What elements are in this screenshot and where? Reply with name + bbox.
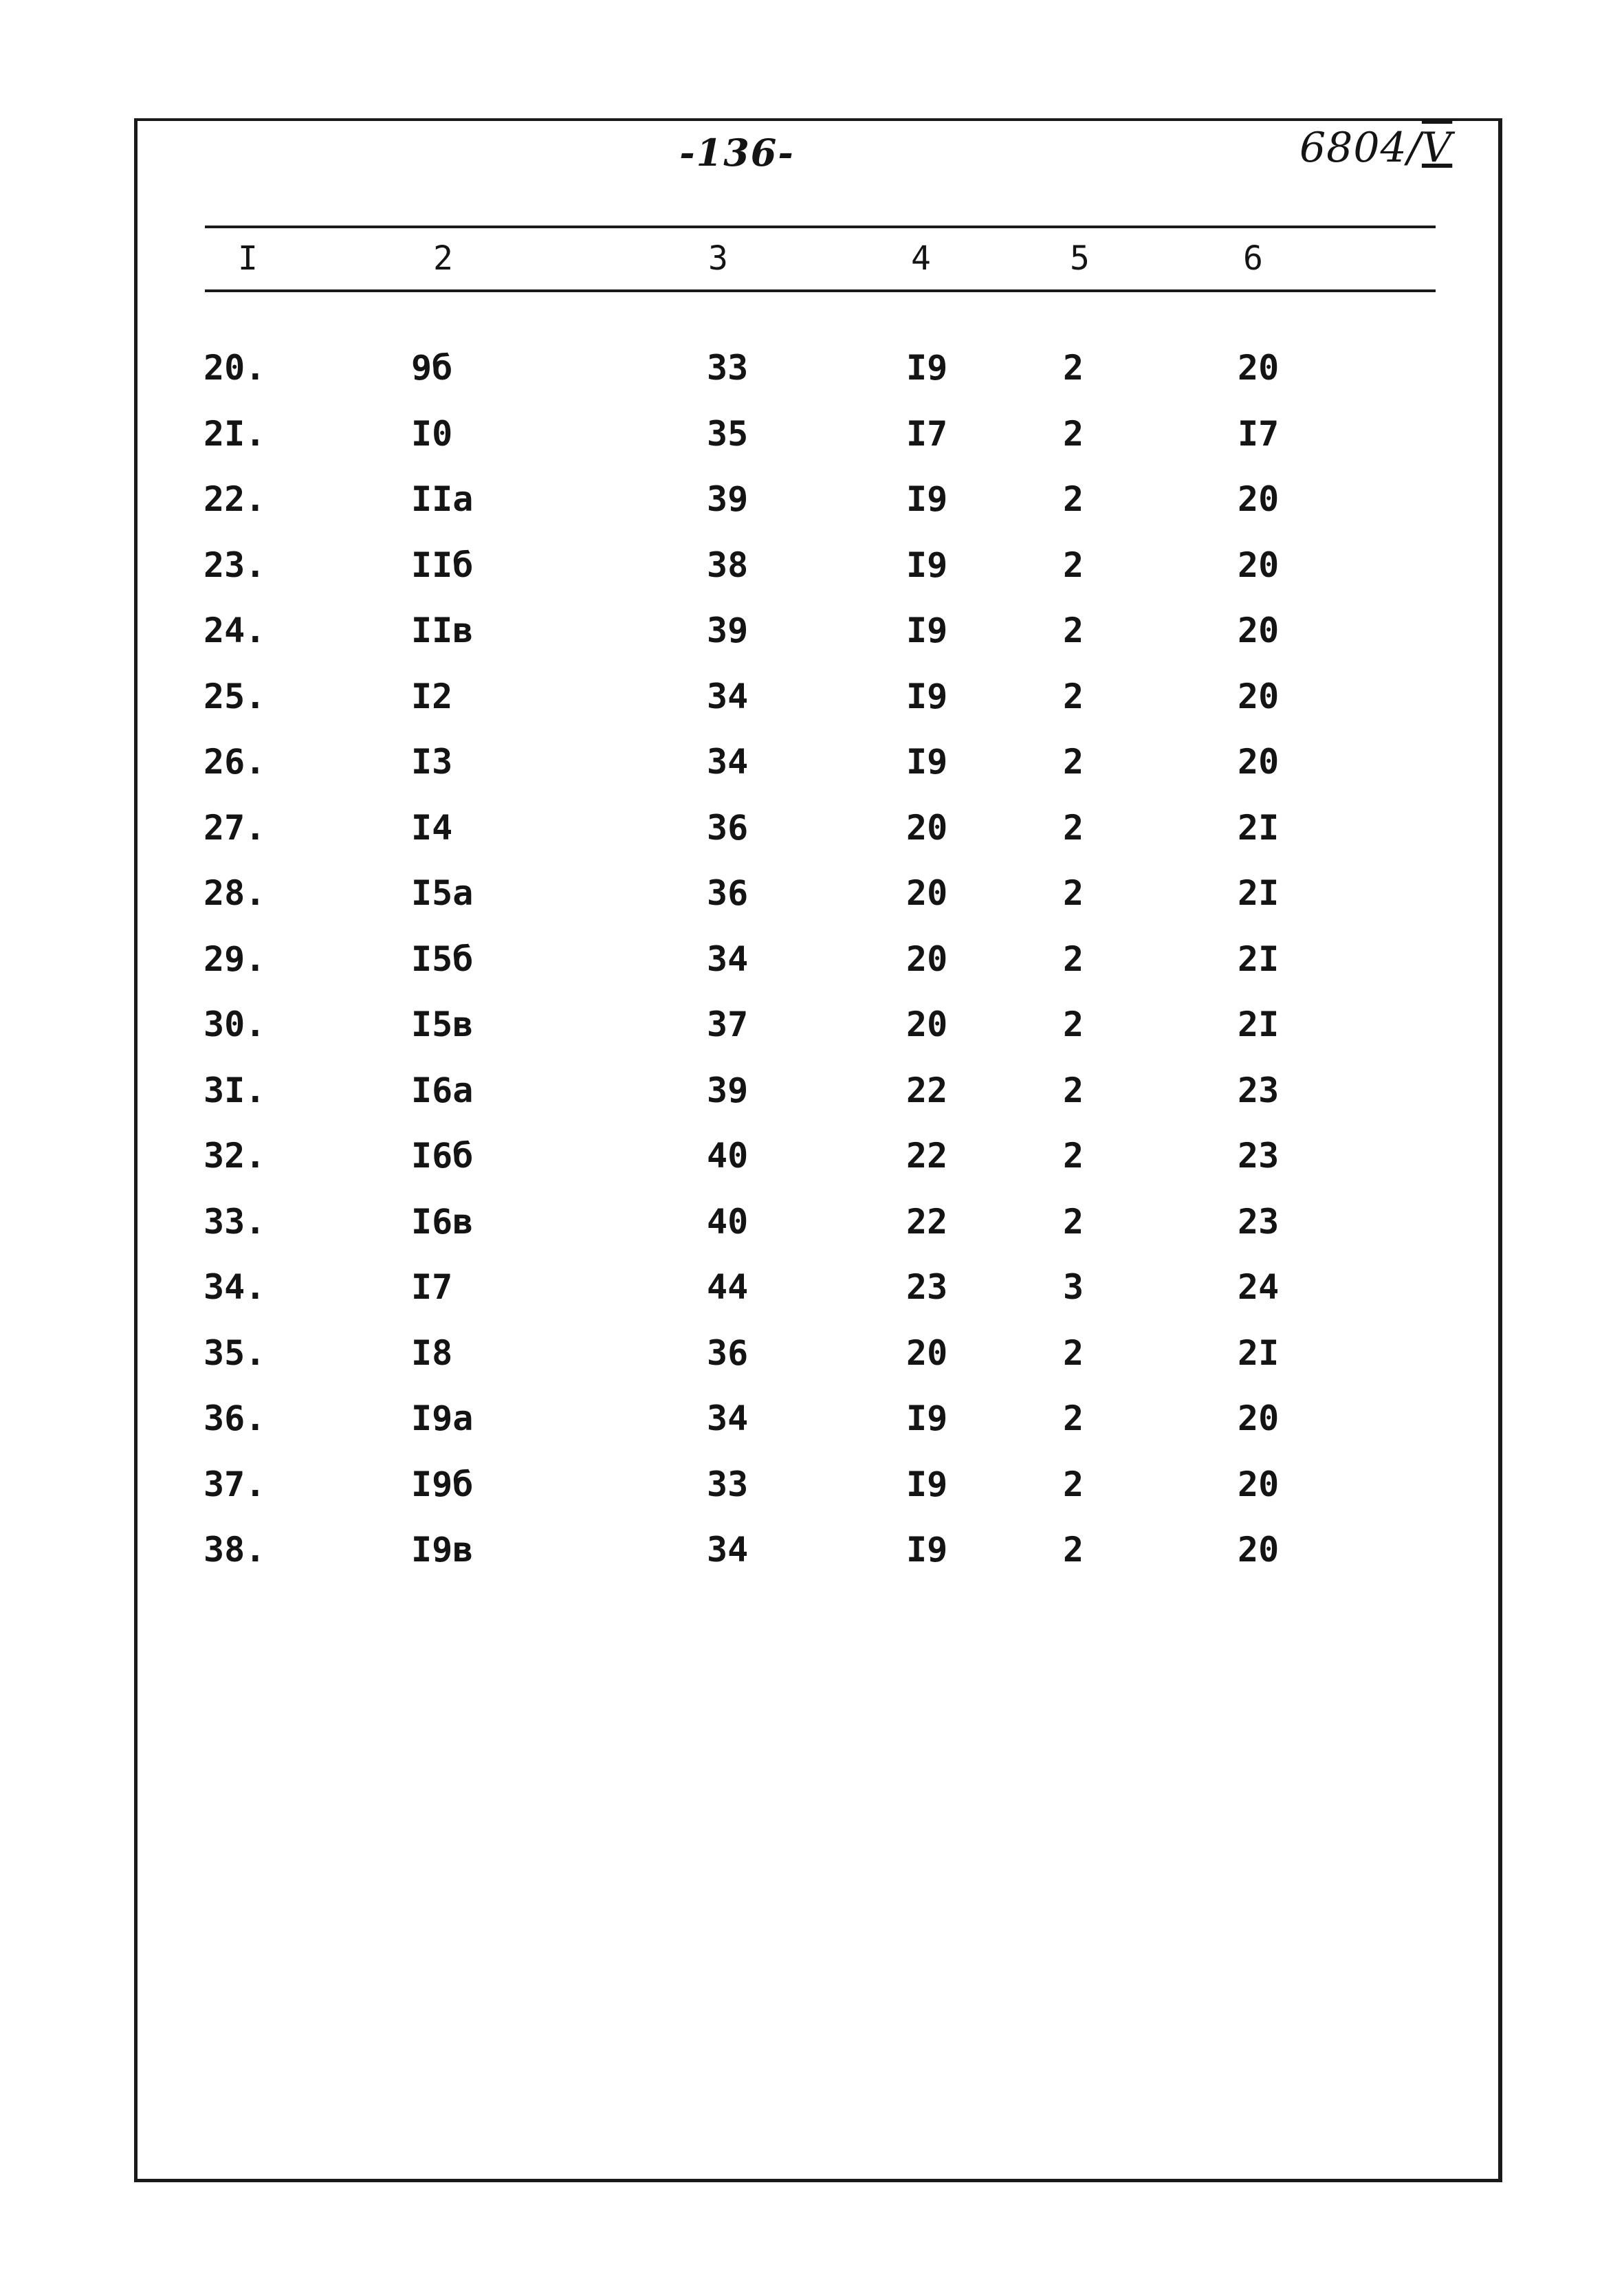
table-cell: 25. (204, 676, 266, 716)
page-number: -136- (679, 131, 795, 175)
table-cell: I9в (411, 1530, 474, 1570)
table-row (0, 1201, 1624, 1267)
table-cell: 20 (906, 1004, 948, 1044)
table-row (0, 741, 1624, 807)
table-cell: 28. (204, 873, 266, 913)
table-cell: 33. (204, 1201, 266, 1242)
table-cell: 2 (1063, 1464, 1084, 1504)
table-cell: 20. (204, 348, 266, 388)
table-cell: 34 (707, 1530, 749, 1570)
table-cell: I9 (906, 611, 948, 650)
column-header: I (238, 239, 258, 278)
table-cell: 40 (707, 1136, 749, 1176)
table-cell: I5а (411, 873, 474, 913)
table-row (0, 676, 1624, 742)
table-cell: I7 (411, 1267, 453, 1307)
table-cell: 2 (1063, 1004, 1084, 1044)
table-cell: 2 (1063, 479, 1084, 519)
table-cell: 35 (707, 413, 749, 454)
table-cell: 2 (1063, 873, 1084, 913)
table-cell: I9б (411, 1464, 474, 1504)
table-cell: 36 (707, 1332, 749, 1373)
table-cell: 2I (1238, 1004, 1280, 1044)
document-code-roman: V (1421, 124, 1453, 172)
table-cell: 22 (906, 1201, 948, 1242)
table-cell: I0 (411, 413, 453, 454)
table-cell: I6б (411, 1136, 474, 1176)
table-cell: 37. (204, 1464, 266, 1504)
table-cell: 2 (1063, 1136, 1084, 1176)
table-cell: IIб (411, 545, 474, 585)
table-cell: I5в (411, 1004, 474, 1044)
table-cell: I4 (411, 807, 453, 848)
table-cell: I9 (906, 545, 948, 585)
table-cell: 20 (1238, 479, 1280, 519)
table-cell: 24. (204, 611, 266, 650)
table-cell: I5б (411, 938, 474, 979)
table-row (0, 1529, 1624, 1595)
table-row (0, 807, 1624, 873)
table-row (0, 413, 1624, 479)
table-row (0, 479, 1624, 545)
table-cell: 2I (1238, 1332, 1280, 1373)
column-header: 5 (1070, 239, 1090, 278)
table-cell: 36 (707, 807, 749, 848)
table-cell: I9 (906, 1464, 948, 1504)
table-cell: 2 (1063, 1201, 1084, 1242)
table-cell: 38 (707, 545, 749, 585)
table-cell: 29. (204, 938, 266, 979)
table-cell: 2 (1063, 807, 1084, 848)
table-cell: 20 (906, 938, 948, 979)
table-cell: 2 (1063, 348, 1084, 388)
table-cell: I9а (411, 1398, 474, 1438)
column-header: 6 (1243, 239, 1263, 278)
table-row (0, 545, 1624, 611)
table-header-row (0, 239, 1624, 281)
table-cell: I7 (1238, 413, 1280, 454)
table-cell: 3I. (204, 1070, 266, 1110)
column-header: 4 (911, 239, 931, 278)
table-cell: 2 (1063, 611, 1084, 650)
table-cell: 38. (204, 1530, 266, 1570)
table-cell: 39 (707, 611, 749, 650)
table-cell: 33 (707, 348, 749, 388)
table-row (0, 610, 1624, 676)
table-cell: 23 (906, 1267, 948, 1307)
table-cell: 34. (204, 1267, 266, 1307)
table-cell: 39 (707, 1070, 749, 1110)
table-cell: 20 (1238, 1464, 1280, 1504)
table-cell: I9 (906, 1530, 948, 1570)
table-cell: 22 (906, 1070, 948, 1110)
table-cell: IIв (411, 611, 474, 650)
table-cell: 2 (1063, 413, 1084, 454)
table-cell: I6а (411, 1070, 474, 1110)
table-row (0, 347, 1624, 413)
table-header-bottom-rule (205, 289, 1436, 292)
table-cell: 40 (707, 1201, 749, 1242)
table-header-top-rule (205, 226, 1436, 228)
table-cell: 20 (1238, 545, 1280, 585)
table-cell: 22 (906, 1136, 948, 1176)
table-row (0, 938, 1624, 1004)
table-cell: 34 (707, 742, 749, 782)
table-cell: I9 (906, 479, 948, 519)
table-row (0, 1135, 1624, 1201)
table-cell: 20 (906, 873, 948, 913)
table-cell: 20 (1238, 676, 1280, 716)
table-cell: IIа (411, 479, 474, 519)
table-row (0, 1464, 1624, 1530)
table-row (0, 1004, 1624, 1070)
table-cell: 2I (1238, 807, 1280, 848)
table-cell: I6в (411, 1201, 474, 1242)
table-cell: 39 (707, 479, 749, 519)
table-cell: 3 (1063, 1267, 1084, 1307)
document-code-prefix: 6804/ (1299, 124, 1422, 172)
table-cell: I3 (411, 742, 453, 782)
table-cell: 36 (707, 873, 749, 913)
table-cell: 34 (707, 1398, 749, 1438)
table-cell: 32. (204, 1136, 266, 1176)
table-cell: I7 (906, 413, 948, 454)
table-cell: 34 (707, 676, 749, 716)
table-cell: 23 (1238, 1136, 1280, 1176)
table-cell: 20 (1238, 1398, 1280, 1438)
table-cell: 2 (1063, 545, 1084, 585)
table-cell: 27. (204, 807, 266, 848)
table-cell: 34 (707, 938, 749, 979)
table-cell: I2 (411, 676, 453, 716)
table-cell: 35. (204, 1332, 266, 1373)
table-cell: 20 (1238, 1530, 1280, 1570)
table-row (0, 1398, 1624, 1464)
table-cell: I8 (411, 1332, 453, 1373)
table-cell: 2 (1063, 1398, 1084, 1438)
table-cell: 20 (1238, 348, 1280, 388)
table-cell: 26. (204, 742, 266, 782)
table-cell: 20 (906, 1332, 948, 1373)
table-cell: 2I. (204, 413, 266, 454)
column-header: 3 (708, 239, 728, 278)
table-cell: 2I (1238, 938, 1280, 979)
table-cell: 2 (1063, 1530, 1084, 1570)
table-row (0, 1266, 1624, 1332)
table-cell: I9 (906, 348, 948, 388)
table-cell: 2 (1063, 938, 1084, 979)
table-cell: 2 (1063, 742, 1084, 782)
document-code (1299, 124, 1452, 172)
table-cell: 20 (1238, 611, 1280, 650)
table-cell: 2I (1238, 873, 1280, 913)
table-row (0, 1332, 1624, 1398)
table-cell: 37 (707, 1004, 749, 1044)
table-cell: 22. (204, 479, 266, 519)
table-cell: 2 (1063, 676, 1084, 716)
table-body (0, 347, 1624, 1595)
table-row (0, 872, 1624, 938)
table-cell: 33 (707, 1464, 749, 1504)
table-row (0, 1070, 1624, 1136)
table-cell: I9 (906, 676, 948, 716)
table-cell: 2 (1063, 1070, 1084, 1110)
table-cell: 20 (906, 807, 948, 848)
table-cell: 23 (1238, 1201, 1280, 1242)
table-cell: 20 (1238, 742, 1280, 782)
table-cell: 2 (1063, 1332, 1084, 1373)
table-cell: 9б (411, 348, 453, 388)
table-cell: 30. (204, 1004, 266, 1044)
column-header: 2 (433, 239, 453, 278)
table-cell: 23 (1238, 1070, 1280, 1110)
table-cell: 36. (204, 1398, 266, 1438)
table-cell: I9 (906, 1398, 948, 1438)
table-cell: I9 (906, 742, 948, 782)
table-cell: 24 (1238, 1267, 1280, 1307)
table-cell: 44 (707, 1267, 749, 1307)
table-cell: 23. (204, 545, 266, 585)
